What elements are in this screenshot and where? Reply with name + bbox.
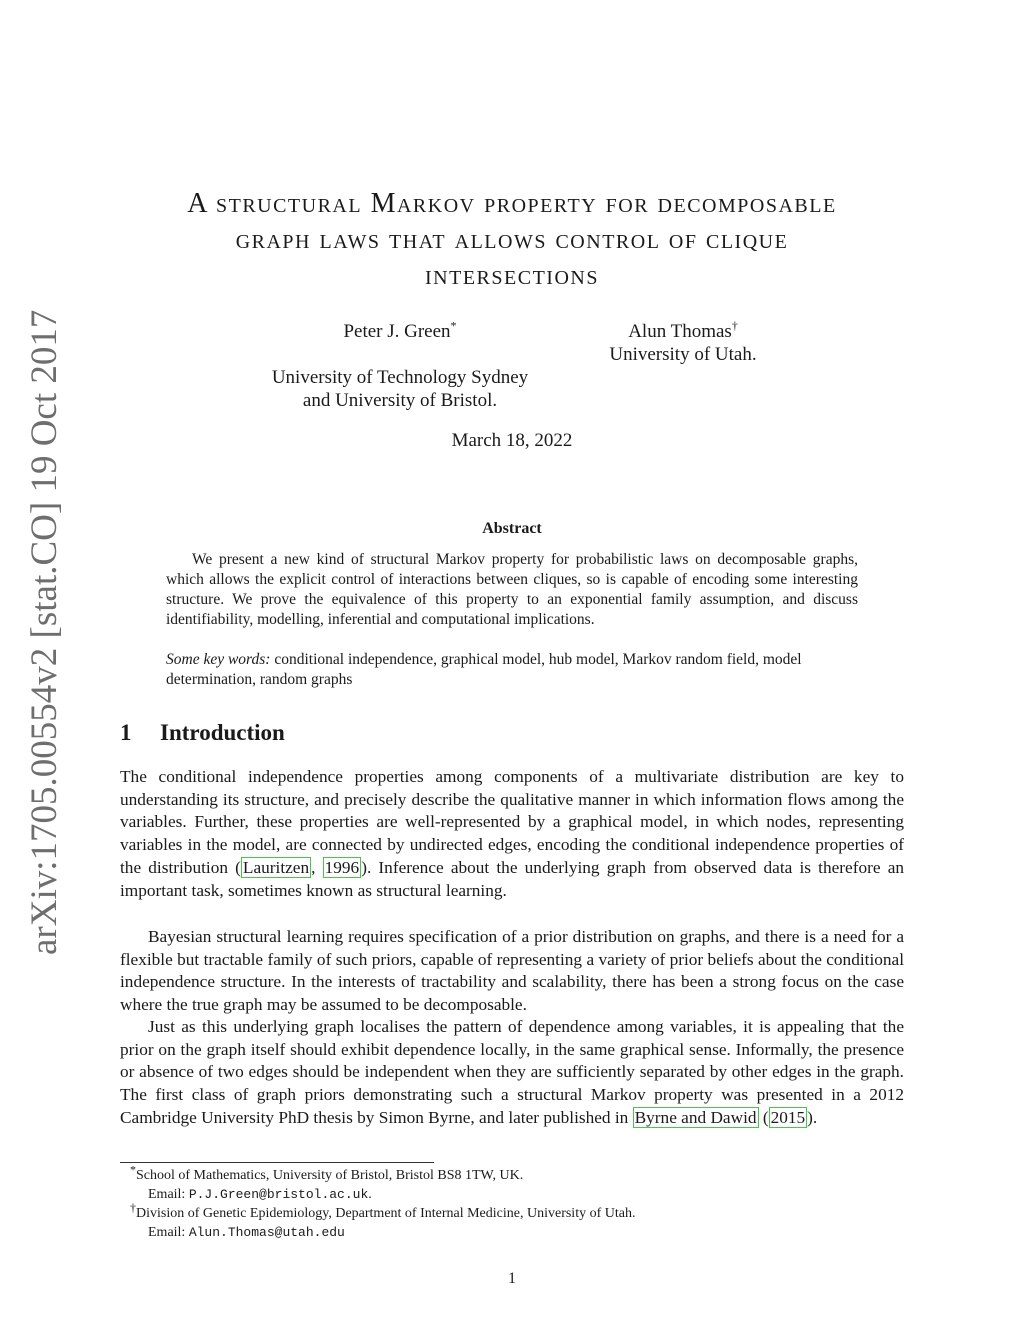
keywords-label: Some key words: <box>166 651 271 668</box>
abstract-text: We present a new kind of structural Markov property for probabilistic laws on decomposable graphs, which allows the explicit control of interactions between cliques, so is capable of encoding some interesting structure. We prove the equivalence of this property to an exponential family assumption, and discuss identifiability, modelling, inferential and computational implications. <box>166 551 858 628</box>
section-title: Introduction <box>160 720 285 745</box>
author-name: Alun Thomas† <box>628 318 738 342</box>
page-number: 1 <box>508 1270 516 1287</box>
citation-link-byrne-dawid-year[interactable]: 2015 <box>770 1107 806 1127</box>
arxiv-identifier: arXiv:1705.00554v2 [stat.CO] 19 Oct 2017 <box>24 309 65 955</box>
author-affiliation: University of Technology Sydney <box>271 367 529 388</box>
abstract-heading: Abstract <box>482 520 542 537</box>
paper-title <box>120 186 904 294</box>
author-affiliation: University of Utah. <box>609 344 757 365</box>
author-block-thomas <box>585 320 781 366</box>
section-heading <box>120 720 285 746</box>
email-link-thomas[interactable]: Alun.Thomas@utah.edu <box>188 1225 345 1240</box>
footnote-rule <box>120 1162 434 1163</box>
title-line-3: intersections <box>425 260 599 291</box>
footnote-mark: † <box>731 318 738 333</box>
author-affiliation: and University of Bristol. <box>302 390 498 411</box>
paragraph-1: The conditional independence properties among components of a multivariate distribution are key to understanding its structure, and precisely describe the qualitative manner in which information flows among the variables. Further, these properties are well-represented by a graphical model, in which nodes, representing variables in the model, are connected by undirected edges, encoding the conditional independence properties of the distribution ( Lauritzen , 1996 ). Inference about the underlying graph from observed data is therefore an important task, sometimes known as structural learning. <box>120 767 905 900</box>
paper-date: March 18, 2022 <box>451 430 573 451</box>
keywords <box>166 650 858 690</box>
footnote-1: *School of Mathematics, University of Bristol, Bristol BS8 1TW, UK. Email: P.J.Green@bristol.ac.uk. <box>130 1162 524 1202</box>
keywords-text: conditional independence, graphical model, hub model, Markov random field, model determination, random graphs <box>166 651 802 688</box>
paragraph-3: Just as this underlying graph localises the pattern of dependence among variables, it is appealing that the prior on the graph itself should exhibit dependence locally, in the same graphical sense. Informally, the presence or absence of two edges should be independent when they are sufficiently separated by other edges in the graph. The first class of graph priors demonstrating such a structural Markov property was presented in a 2012 Cambridge University PhD thesis by Simon Byrne, and later published in Byrne and Dawid ( 2015 ). <box>120 1017 904 1127</box>
author-block-green <box>260 320 540 412</box>
email-link-green[interactable]: P.J.Green@bristol.ac.uk <box>188 1187 369 1202</box>
paragraph-2: Bayesian structural learning requires specification of a prior distribution on graphs, and there is a need for a flexible but tractable family of such priors, capable of representing a variety of prior beliefs about the conditional independence structure. In the interests of tractability and scalability, there has been a strong focus on the case where the true graph may be assumed to be decomposable. <box>120 927 904 1015</box>
author-name: Peter J. Green* <box>343 318 457 342</box>
section-number: 1 <box>120 720 132 745</box>
footnote-mark: † <box>130 1200 136 1215</box>
citation-link-lauritzen[interactable]: Lauritzen <box>242 857 310 877</box>
citation-link-lauritzen-year[interactable]: 1996 <box>324 857 360 877</box>
footnote-mark: * <box>130 1162 136 1177</box>
title-line-2: graph laws that allows control of clique <box>235 224 789 255</box>
title-line-1: A structural Markov property for decomposable <box>187 188 837 219</box>
footnote-2: †Division of Genetic Epidemiology, Department of Internal Medicine, University of Utah. Email: Alun.Thomas@utah.edu <box>130 1200 636 1240</box>
footnote-mark: * <box>450 318 457 333</box>
citation-link-byrne-dawid[interactable]: Byrne and Dawid <box>634 1107 757 1127</box>
